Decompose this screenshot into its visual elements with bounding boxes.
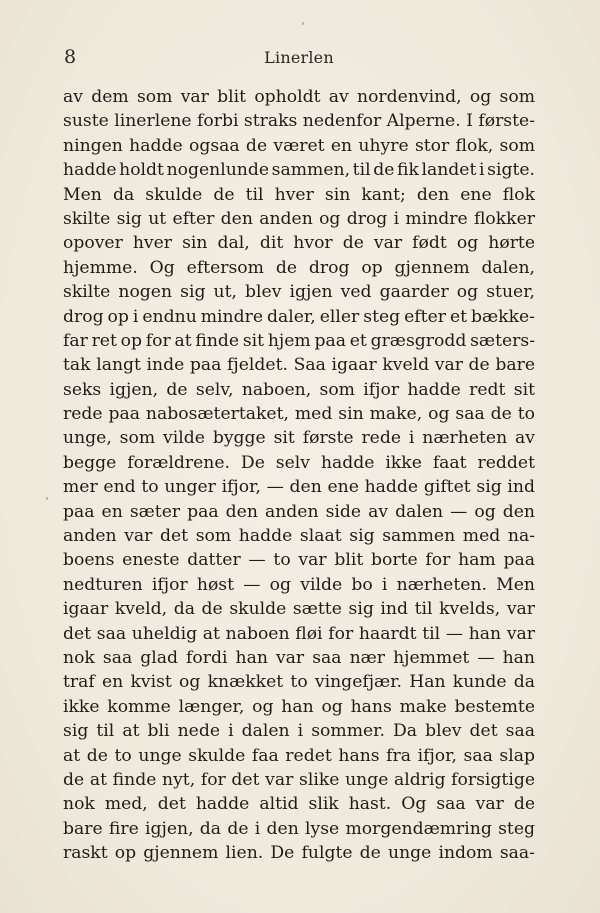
text-line: igaar kveld, da de skulde sætte sig ind til kvelds, var bbox=[63, 599, 535, 620]
text-line: Men da skulde de til hver sin kant; den ene flok bbox=[63, 184, 535, 205]
text-line: traf en kvist og knækket to vingefjær. Han kunde da bbox=[63, 672, 535, 693]
text-line: nok saa glad fordi han var saa nær hjemmet — han bbox=[63, 647, 535, 668]
text-line: at de to unge skulde faa redet hans fra ifjor, saa slap bbox=[63, 745, 535, 766]
running-title: Linerlen bbox=[264, 48, 334, 67]
text-line: hjemme. Og eftersom de drog op gjennem dalen, bbox=[63, 257, 535, 278]
text-line: sig til at bli nede i dalen i sommer. Da blev det saa bbox=[63, 721, 535, 742]
text-line: suste linerlene forbi straks nedenfor Alperne. I første- bbox=[63, 111, 535, 132]
page-header bbox=[64, 46, 534, 70]
paper-speck bbox=[302, 22, 304, 25]
text-line: tak langt inde paa fjeldet. Saa igaar kveld var de bare bbox=[63, 355, 535, 376]
text-line: drog op i endnu mindre daler, eller steg efter et bække- bbox=[63, 306, 535, 327]
text-line: nok med, det hadde altid slik hast. Og saa var de bbox=[63, 794, 535, 815]
paper-speck bbox=[46, 497, 48, 500]
text-line: begge forældrene. De selv hadde ikke faat reddet bbox=[63, 452, 535, 473]
text-line: ikke komme længer, og han og hans make bestemte bbox=[63, 696, 535, 717]
text-line: far ret op for at finde sit hjem paa et græsgrodd sæters- bbox=[63, 330, 535, 351]
text-line: rede paa nabosætertaket, med sin make, og saa de to bbox=[63, 404, 535, 425]
text-line: de at finde nyt, for det var slike unge aldrig forsigtige bbox=[63, 769, 535, 790]
text-line: nedturen ifjor høst — og vilde bo i nærheten. Men bbox=[63, 574, 535, 595]
text-line: opover hver sin dal, dit hvor de var født og hørte bbox=[63, 233, 535, 254]
text-line: skilte sig ut efter den anden og drog i mindre flokker bbox=[63, 208, 535, 229]
text-line: paa en sæter paa den anden side av dalen — og den bbox=[63, 501, 535, 522]
text-line: skilte nogen sig ut, blev igjen ved gaarder og stuer, bbox=[63, 282, 535, 303]
text-line: unge, som vilde bygge sit første rede i nærheten av bbox=[63, 428, 535, 449]
page-number: 8 bbox=[64, 46, 77, 68]
text-line: boens eneste datter — to var blit borte for ham paa bbox=[63, 550, 535, 571]
text-line: raskt op gjennem lien. De fulgte de unge indom saa- bbox=[63, 843, 535, 864]
text-line: hadde holdt nogenlunde sammen, til de fik landet i sigte. bbox=[63, 160, 535, 181]
text-line: bare fire igjen, da de i den lyse morgendæmring steg bbox=[63, 818, 535, 839]
text-line: ningen hadde ogsaa de været en uhyre stor flok, som bbox=[63, 135, 535, 156]
text-line: det saa uheldig at naboen fløi for haardt til — han var bbox=[63, 623, 535, 644]
text-line: mer end to unger ifjor, — den ene hadde giftet sig ind bbox=[63, 477, 535, 498]
text-line: anden var det som hadde slaat sig sammen med na- bbox=[63, 526, 535, 547]
text-line: seks igjen, de selv, naboen, som ifjor hadde redt sit bbox=[63, 379, 535, 400]
body-text bbox=[63, 85, 535, 866]
text-line: av dem som var blit opholdt av nordenvind, og som bbox=[63, 87, 535, 107]
